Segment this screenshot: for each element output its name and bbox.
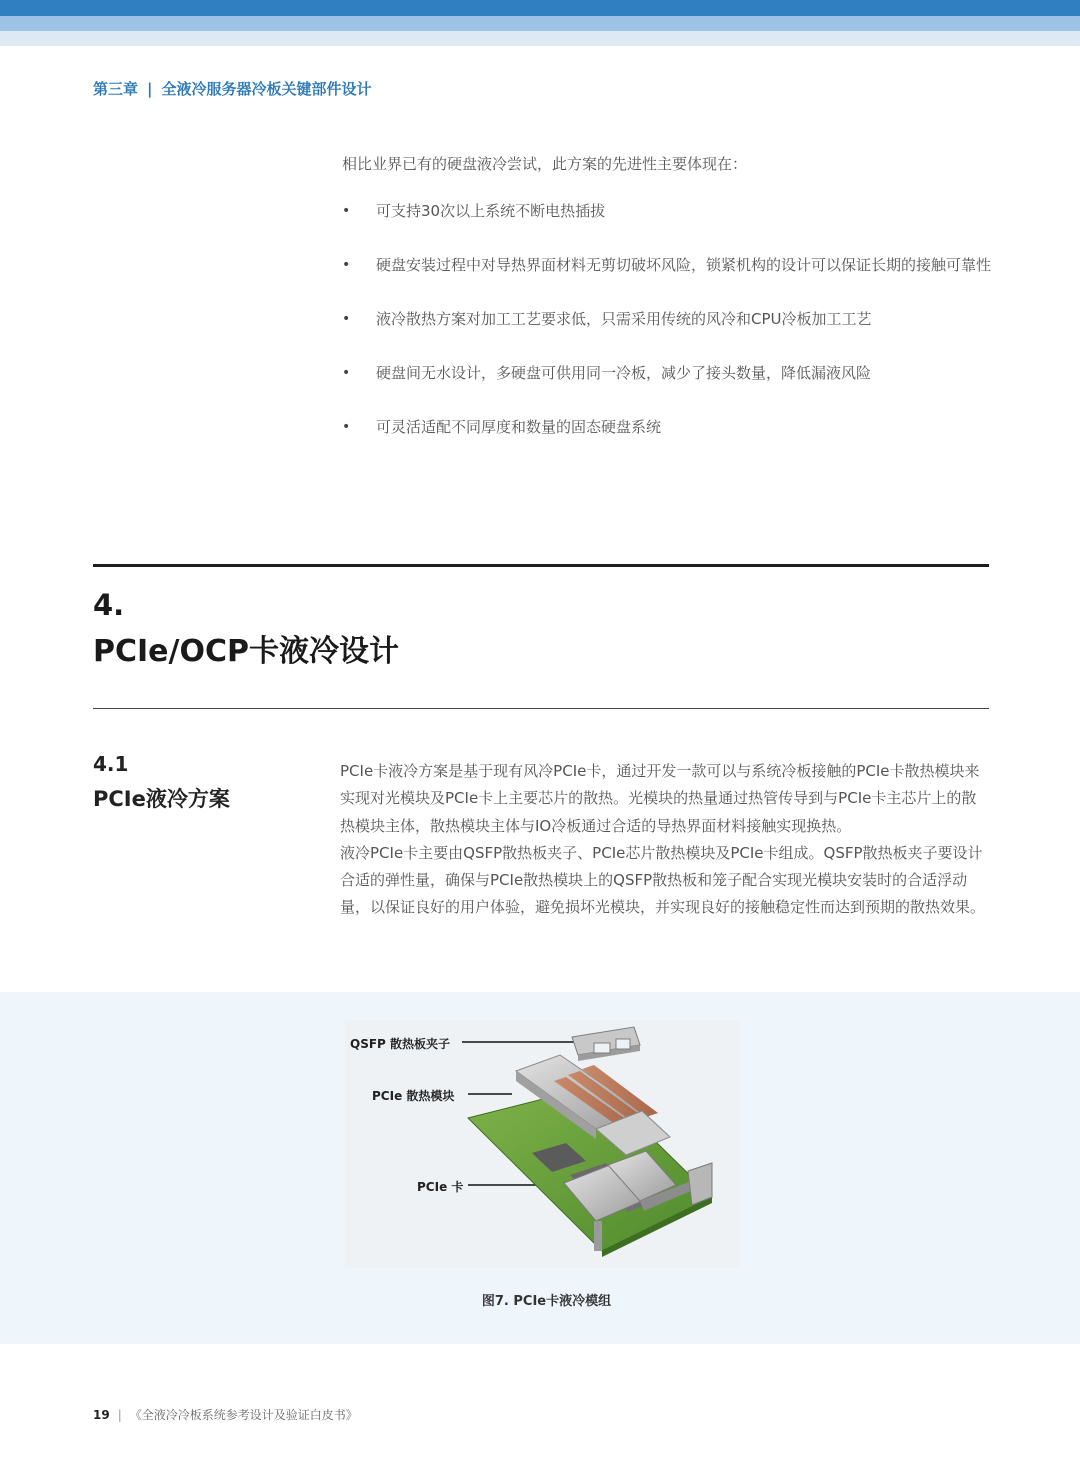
top-band-mid — [0, 16, 1080, 31]
book-title: 《全液冷冷板系统参考设计及验证白皮书》 — [129, 1408, 358, 1422]
chapter-number: 第三章 — [93, 80, 139, 98]
chapter-title: 全液冷服务器冷板关键部件设计 — [161, 80, 372, 98]
subsection-body — [340, 758, 990, 922]
list-item: • 硬盘间无水设计，多硬盘可供用同一冷板，减少了接头数量，降低漏液风险 — [342, 359, 992, 387]
list-item: • 硬盘安装过程中对导热界面材料无剪切破坏风险，锁紧机构的设计可以保证长期的接触可靠性 — [342, 251, 992, 279]
list-item: • 可支持30次以上系统不断电热插拔 — [342, 197, 992, 225]
pcie-card-illustration — [340, 1015, 740, 1268]
chapter-header — [93, 78, 372, 99]
section-divider-thick — [93, 564, 989, 567]
subsection-number: 4.1 — [93, 752, 129, 776]
figure-label-pcie-card: PCIe 卡 — [417, 1180, 464, 1194]
figure-label-qsfp-clip: QSFP 散热板夹子 — [350, 1037, 451, 1051]
intro-text: 相比业界已有的硬盘液冷尝试，此方案的先进性主要体现在： — [342, 155, 748, 173]
section-title: PCIe/OCP卡液冷设计 — [93, 634, 399, 669]
advantages-list — [342, 197, 992, 467]
top-band-light — [0, 31, 1080, 46]
figure-label-heat-module: PCIe 散热模块 — [372, 1089, 455, 1103]
subsection-title: PCIe液冷方案 — [93, 787, 230, 811]
list-item: • 液冷散热方案对加工工艺要求低，只需采用传统的风冷和CPU冷板加工工艺 — [342, 305, 992, 333]
section-number: 4. — [93, 588, 125, 622]
chapter-separator: | — [147, 80, 153, 98]
footer-separator: | — [117, 1408, 122, 1422]
bullet-icon: • — [342, 365, 351, 381]
page-footer — [93, 1406, 358, 1423]
list-item: • 可灵活适配不同厚度和数量的固态硬盘系统 — [342, 413, 992, 441]
page-number: 19 — [93, 1408, 110, 1422]
top-color-band — [0, 0, 1080, 46]
section-divider-thin — [93, 708, 989, 709]
bullet-icon: • — [342, 203, 351, 219]
bullet-icon: • — [342, 311, 351, 327]
paragraph: PCIe卡液冷方案是基于现有风冷PCIe卡，通过开发一款可以与系统冷板接触的PCIe卡散热模块来实现对光模块及PCIe卡上主要芯片的散热。光模块的热量通过热管传导到与PCIe卡主芯片上的散热模块主体，散热模块主体与IO冷板通过合适的导热界面材料接触实现换热。 — [340, 762, 980, 835]
top-band-dark — [0, 0, 1080, 16]
bullet-icon: • — [342, 257, 351, 273]
paragraph: 液冷PCIe卡主要由QSFP散热板夹子、PCIe芯片散热模块及PCIe卡组成。QSFP散热板夹子要设计合适的弹性量，确保与PCIe散热模块上的QSFP散热板和笼子配合实现光模块安装时的合适浮动量，以保证良好的用户体验，避免损坏光模块，并实现良好的接触稳定性而达到预期的散热效果。 — [340, 843, 986, 917]
bullet-icon: • — [342, 419, 351, 435]
figure-caption: 图7. PCIe卡液冷模组 — [481, 1294, 612, 1309]
